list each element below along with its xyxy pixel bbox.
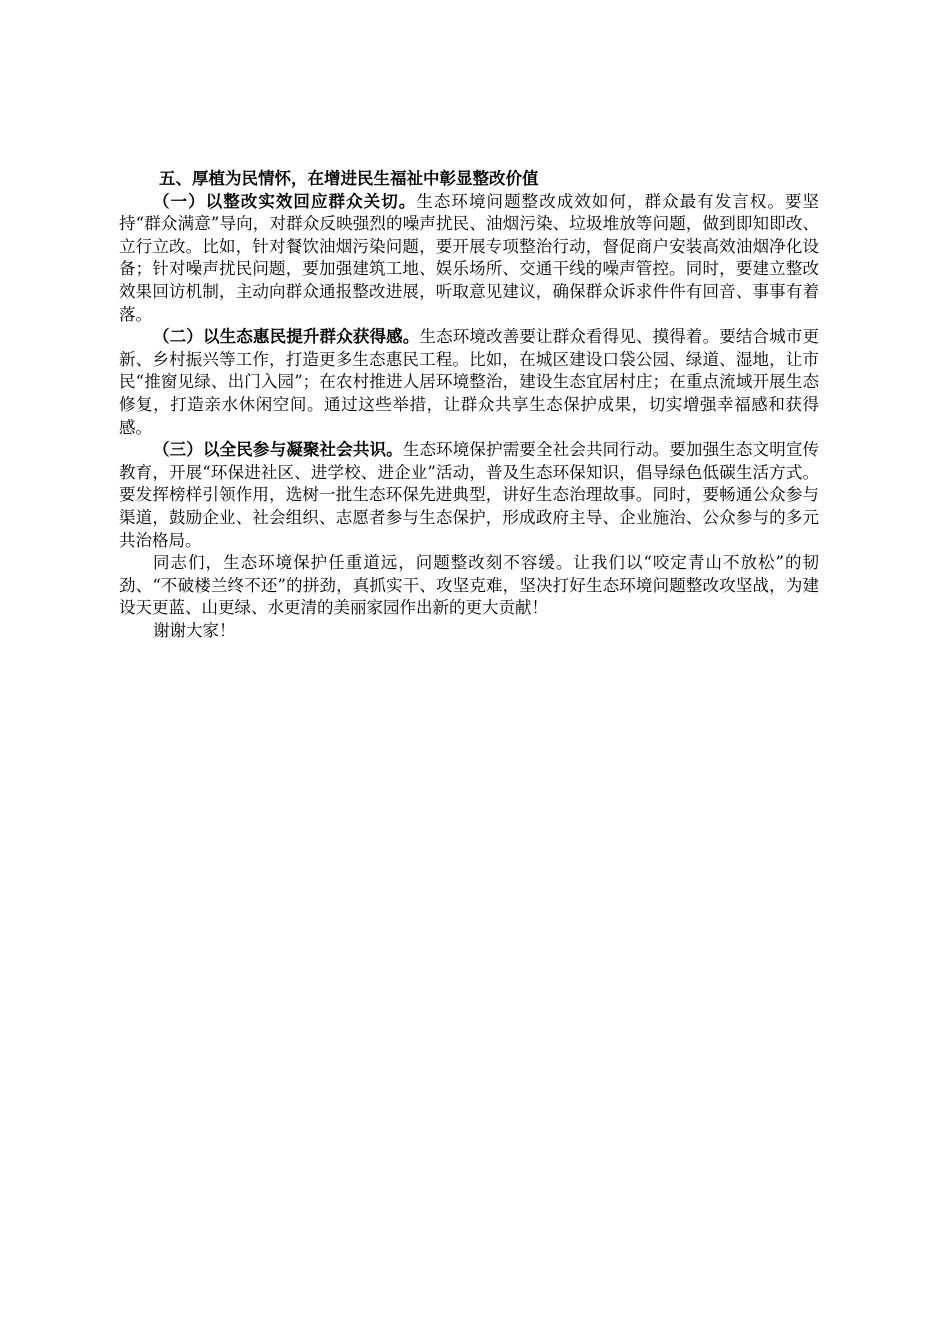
section-heading: 五、厚植为民情怀，在增进民生福祉中彰显整改价值 <box>159 169 539 188</box>
paragraph-3-lead: （三）以全民参与凝聚社会共识。 <box>153 440 403 460</box>
paragraph-2-body: 生态环境改善要让群众看得见、摸得着。要结合城市更新、乡村振兴等工作，打造更多生态惠民工程。比如，在城区建设口袋公园、绿道、湿地，让市民“推窗见绿、出门入园”；在农村推进人居环境整治，建设生态宜居村庄；在重点流域开展生态修复，打造亲水休闲空间。通过这些举措，让群众共享生态保护成果，切实增强幸福感和获得感。 <box>119 327 820 437</box>
paragraph-2-lead: （二）以生态惠民提升群众获得感。 <box>153 327 420 347</box>
paragraph-1-lead: （一）以整改实效回应群众关切。 <box>153 191 417 211</box>
conclusion-paragraph: 同志们，生态环境保护任重道远，问题整改刻不容缓。让我们以“咬定青山不放松”的韧劲、“不破楼兰终不还”的拼劲，真抓实干、攻坚克难，坚决打好生态环境问题整改攻坚战，为建设天更蓝、山更绿、水更清的美丽家园作出新的更大贡献！ <box>119 553 819 618</box>
paragraph-1 <box>119 191 819 327</box>
paragraph-3-body: 生态环境保护需要全社会共同行动。要加强生态文明宣传教育，开展“环保进社区、进学校、进企业”活动，普及生态环保知识，倡导绿色低碳生活方式。要发挥榜样引领作用，选树一批生态环保先进典型，讲好生态治理故事。同时，要畅通公众参与渠道，鼓励企业、社会组织、志愿者参与生态保护，形成政府主导、企业施治、公众参与的多元共治格局。 <box>119 440 820 550</box>
document-body <box>119 168 819 642</box>
paragraph-2 <box>119 326 819 439</box>
thanks-line: 谢谢大家！ <box>153 620 236 640</box>
paragraph-3 <box>119 439 819 552</box>
paragraph-1-body: 生态环境问题整改成效如何，群众最有发言权。要坚持“群众满意”导向，对群众反映强烈的噪声扰民、油烟污染、垃圾堆放等问题，做到即知即改、立行立改。比如，针对餐饮油烟污染问题，要开展专项整治行动，督促商户安装高效油烟净化设备；针对噪声扰民问题，要加强建筑工地、娱乐场所、交通干线的噪声管控。同时，要建立整改效果回访机制，主动向群众通报整改进展，听取意见建议，确保群众诉求件件有回音、事事有着落。 <box>119 191 820 324</box>
